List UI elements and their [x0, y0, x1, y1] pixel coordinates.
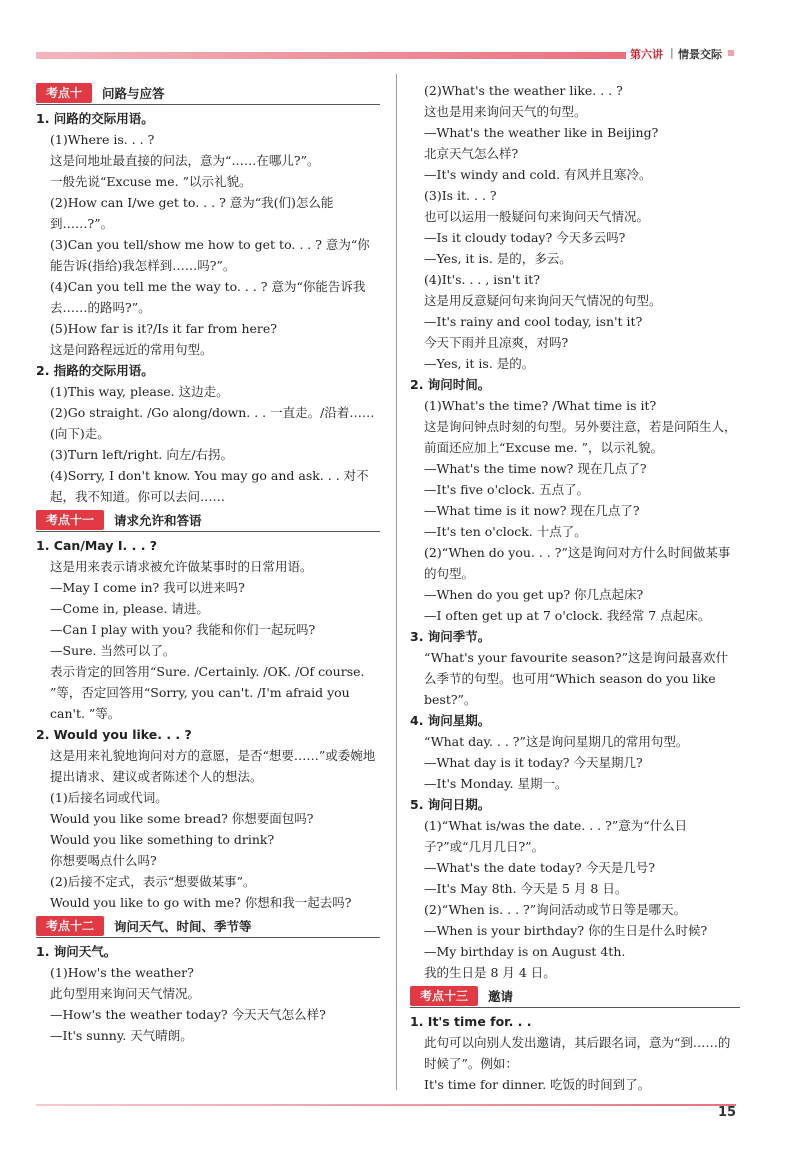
column-divider: [396, 74, 397, 1090]
paragraph: (2)How can I/we get to. . . ? 意为“我(们)怎么能到……?”。: [50, 195, 334, 231]
paragraph: 这是问地址最直接的问法，意为“……在哪儿?”。: [50, 153, 320, 168]
paragraph: (2)后接不定式，表示“想要做某事”。: [50, 874, 256, 889]
paragraph: 这是用来表示请求被允许做某事时的日常用语。: [50, 559, 313, 574]
paragraph: Would you like something to drink?: [50, 832, 275, 847]
paragraph: Would you like some bread? 你想要面包吗?: [50, 811, 314, 826]
section-badge: 考点十二: [36, 916, 104, 936]
paragraph: (1)What's the time? /What time is it?: [424, 398, 657, 413]
paragraph: (2)“When do you. . . ?”这是询问对方什么时间做某事的句型。: [424, 545, 731, 581]
paragraph: (2)“When is. . . ?”询问活动或节日等是哪天。: [424, 902, 687, 917]
paragraph: —What's the time now? 现在几点了?: [424, 461, 647, 476]
paragraph: —Can I play with you? 我能和你们一起玩吗?: [50, 622, 316, 637]
section-badge: 考点十三: [410, 986, 478, 1006]
paragraph: —When is your birthday? 你的生日是什么时候?: [424, 923, 708, 938]
paragraph: (1)Where is. . . ?: [50, 132, 155, 147]
section-heading: [410, 985, 740, 1008]
section-title: 请求允许和答语: [114, 512, 202, 528]
paragraph: 这是用来礼貌地询问对方的意愿，是否“想要……”或委婉地提出请求、建议或者陈述个人的想法。: [50, 748, 376, 784]
paragraph: 今天下雨并且凉爽，对吗?: [424, 335, 569, 350]
header-square-icon: [728, 50, 734, 56]
paragraph: —It's May 8th. 今天是 5 月 8 日。: [424, 881, 628, 896]
paragraph: 北京天气怎么样?: [424, 146, 519, 161]
paragraph: (5)How far is it?/Is it far from here?: [50, 321, 277, 336]
paragraph: (1)后接名词或代词。: [50, 790, 168, 805]
paragraph: 也可以运用一般疑问句来询问天气情况。: [424, 209, 650, 224]
paragraph: —I often get up at 7 o'clock. 我经常 7 点起床。: [424, 608, 711, 623]
paragraph: 这是询问钟点时刻的句型。另外要注意，若是问陌生人，前面还应加上“Excuse me. ”，以示礼貌。: [424, 419, 737, 455]
subheading: 2. 指路的交际用语。: [36, 363, 154, 378]
paragraph: “What day. . . ?”这是询问星期几的常用句型。: [424, 734, 689, 749]
paragraph: (4)Can you tell me the way to. . . ? 意为“你能告诉我去……的路吗?”。: [50, 279, 366, 315]
paragraph: (1)“What is/was the date. . . ?”意为“什么日子?”或“几月几日?”。: [424, 818, 688, 854]
subheading: 3. 询问季节。: [410, 629, 491, 644]
paragraph: (2)Go straight. /Go along/down. . . 一直走。/沿着……(向下)走。: [50, 405, 375, 441]
paragraph: 我的生日是 8 月 4 日。: [424, 965, 556, 980]
subheading: 5. 询问日期。: [410, 797, 491, 812]
paragraph: (1)This way, please. 这边走。: [50, 384, 229, 399]
section-badge: 考点十一: [36, 510, 104, 530]
paragraph: 这也是用来询问天气的句型。: [424, 104, 587, 119]
paragraph: —Sure. 当然可以了。: [50, 643, 176, 658]
paragraph: —What day is it today? 今天星期几?: [424, 755, 643, 770]
paragraph: —Is it cloudy today? 今天多云吗?: [424, 230, 626, 245]
chapter-label: 第六讲: [630, 48, 663, 61]
paragraph: (2)What's the weather like. . . ?: [424, 83, 623, 98]
header-separator: |: [670, 46, 674, 59]
paragraph: 一般先说“Excuse me. ”以示礼貌。: [50, 174, 252, 189]
paragraph: “What's your favourite season?”这是询问最喜欢什么季节的句型。也可用“Which season do you like best?”。: [424, 650, 728, 707]
paragraph: —When do you get up? 你几点起床?: [424, 587, 644, 602]
right-column: [410, 80, 740, 1095]
paragraph: 这是用反意疑问句来询问天气情况的句型。: [424, 293, 662, 308]
subheading: 1. 问路的交际用语。: [36, 111, 154, 126]
paragraph: —It's sunny. 天气晴朗。: [50, 1028, 193, 1043]
paragraph: —Yes, it is. 是的。: [424, 356, 535, 371]
section-title: 邀请: [488, 988, 514, 1004]
section-heading: [36, 915, 380, 938]
subheading: 2. Would you like. . . ?: [36, 727, 192, 742]
paragraph: —It's windy and cold. 有风并且寒冷。: [424, 167, 652, 182]
section-heading: [36, 82, 380, 105]
paragraph: (3)Is it. . . ?: [424, 188, 497, 203]
footer-line: [36, 1104, 736, 1106]
subheading: 1. 询问天气。: [36, 944, 117, 959]
left-column: [36, 80, 380, 1046]
section-heading: [36, 509, 380, 532]
paragraph: —What's the date today? 今天是几号?: [424, 860, 655, 875]
paragraph: —May I come in? 我可以进来吗?: [50, 580, 245, 595]
section-label: 情景交际: [678, 48, 722, 61]
paragraph: —Come in, please. 请进。: [50, 601, 209, 616]
paragraph: —It's Monday. 星期一。: [424, 776, 568, 791]
paragraph: —Yes, it is. 是的，多云。: [424, 251, 572, 266]
paragraph: Would you like to go with me? 你想和我一起去吗?: [50, 895, 352, 910]
paragraph: 你想要喝点什么吗?: [50, 853, 157, 868]
paragraph: (1)How's the weather?: [50, 965, 194, 980]
paragraph: —It's five o'clock. 五点了。: [424, 482, 590, 497]
subheading: 4. 询问星期。: [410, 713, 491, 728]
paragraph: —How's the weather today? 今天天气怎么样?: [50, 1007, 326, 1022]
paragraph: —What's the weather like in Beijing?: [424, 125, 659, 140]
paragraph: 这是问路程远近的常用句型。: [50, 342, 213, 357]
header-bar: [36, 52, 626, 59]
paragraph: (4)Sorry, I don't know. You may go and ask. . . 对不起，我不知道。你可以去问……: [50, 468, 369, 504]
paragraph: —It's ten o'clock. 十点了。: [424, 524, 587, 539]
paragraph: 此句型用来询问天气情况。: [50, 986, 201, 1001]
paragraph: 表示肯定的回答用“Sure. /Certainly. /OK. /Of course. ”等，否定回答用“Sorry, you can't. /I'm afraid you can't. ”等。: [50, 664, 365, 721]
subheading: 1. Can/May I. . . ?: [36, 538, 158, 553]
section-badge: 考点十: [36, 83, 92, 103]
paragraph: 此句可以向别人发出邀请，其后跟名词，意为“到……的时候了”。例如：: [424, 1035, 731, 1071]
subheading: 2. 询问时间。: [410, 377, 491, 392]
paragraph: —My birthday is on August 4th.: [424, 944, 626, 959]
section-title: 问路与应答: [102, 85, 165, 101]
paragraph: (3)Turn left/right. 向左/右拐。: [50, 447, 234, 462]
paragraph: —What time is it now? 现在几点了?: [424, 503, 640, 518]
paragraph: (4)It's. . . , isn't it?: [424, 272, 540, 287]
paragraph: (3)Can you tell/show me how to get to. . . ? 意为“你能告诉(指给)我怎样到……吗?”。: [50, 237, 370, 273]
paragraph: It's time for dinner. 吃饭的时间到了。: [424, 1077, 651, 1092]
subheading: 1. It's time for. . .: [410, 1014, 532, 1029]
section-title: 询问天气、时间、季节等: [114, 918, 252, 934]
paragraph: —It's rainy and cool today, isn't it?: [424, 314, 643, 329]
page-number: 15: [718, 1105, 737, 1120]
